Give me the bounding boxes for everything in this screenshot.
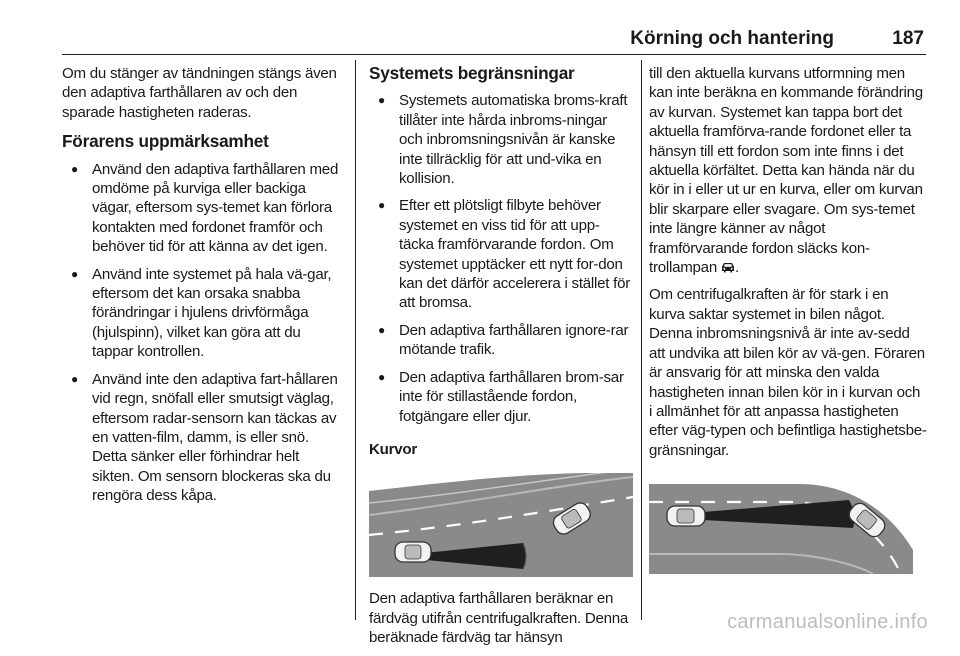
list-item: ● Den adaptiva farthållaren brom-sar inte för stillastående fordon, fotgängare eller djur. xyxy=(369,368,633,426)
page-header xyxy=(62,28,926,55)
body-text: till den aktuella kurvans utformning men kan inte beräkna en kommande förändring av kurvan. Systemet kan tappa bort det aktuella framförva-rande fordonet eller ta hänsyn till ett fordon som inte finns i det aktuella körfältet. Detta kan hända när du kör in i eller ut ur en kurva, eller om kurvan blir skarpare eller svagare. Om sys-temet inte längre känner av något framförvarande fordon släcks kon-trollampan xyxy=(649,65,923,277)
car-front-icon xyxy=(721,262,735,273)
body-paragraph: Den adaptiva farthållaren beräknar en färdväg utifrån centrifugalkraften. Denna beräknade färdväg tar hänsyn xyxy=(369,590,629,647)
section-heading: Förarens uppmärksamhet xyxy=(62,131,269,152)
column-divider xyxy=(355,60,356,620)
list-item: ● Efter ett plötsligt filbyte behöver systemet en viss tid för att upp-täcka framförvarande fordon. Om systemet upptäcker ett nytt for-don kan det därför accelerera i stället för att bromsa. xyxy=(369,196,633,312)
column-2 xyxy=(369,64,633,656)
curve-illustration xyxy=(649,470,913,574)
list-item: ● Använd inte den adaptiva fart-hållaren vid regn, snöfall eller smutsigt väglag, eftersom radar-sensorn kan täckas av en vatten-film, damm, is eller snö. Detta sänker eller förhindrar helt sikten. Om sensorn blockeras ska du rengöra dess kåpa. xyxy=(62,370,342,506)
own-car-icon xyxy=(667,506,705,526)
own-car-icon xyxy=(395,542,431,562)
bullet-list xyxy=(62,160,342,506)
column-divider xyxy=(641,60,642,620)
subheading: Kurvor xyxy=(369,440,417,458)
column-1 xyxy=(62,64,342,514)
page-number: 187 xyxy=(892,28,924,49)
list-item: ● Den adaptiva farthållaren ignore-rar mötande trafik. xyxy=(369,321,633,360)
intro-paragraph: Om du stänger av tändningen stängs även den adaptiva farthållaren av och den sparade hastigheten raderas. xyxy=(62,65,337,121)
body-paragraph xyxy=(649,64,927,277)
body-paragraph: Om centrifugalkraften är för stark i en kurva saktar systemet in bilen något. Denna inbromsningsnivå är inte av-sedd att undvika att bilen kör av vä-gen. Föraren är ansvarig för att minska den valda hastigheten innan bilen kör in i kurvan och i allmänhet för att anpassa hastigheten efter väg-typen och befintliga hastighetsbe-gränsningar. xyxy=(649,286,927,459)
body-text: . xyxy=(734,259,739,277)
column-3 xyxy=(649,64,927,574)
section-heading: Systemets begränsningar xyxy=(369,63,575,83)
curve-illustration xyxy=(369,473,633,577)
bullet-list xyxy=(369,91,633,426)
list-item: ● Använd inte systemet på hala vä-gar, eftersom det kan orsaka snabba förändringar i hjulens drivförmåga (hjulspinn), vilket kan göra att du tappar kontrollen. xyxy=(62,265,342,362)
list-item: ● Använd den adaptiva farthållaren med omdöme på kurviga eller backiga vägar, eftersom sys-temet kan förlora kontakten med fordonet framför och behöver tid för att känna av det igen. xyxy=(62,160,342,257)
section-title: Körning och hantering xyxy=(630,28,834,49)
watermark: carmanualsonline.info xyxy=(727,611,928,633)
list-item: ● Systemets automatiska broms-kraft tillåter inte hårda inbroms-ningar och inbromsningsnivån är kanske inte tillräcklig för att und-vika en kollision. xyxy=(369,91,633,188)
